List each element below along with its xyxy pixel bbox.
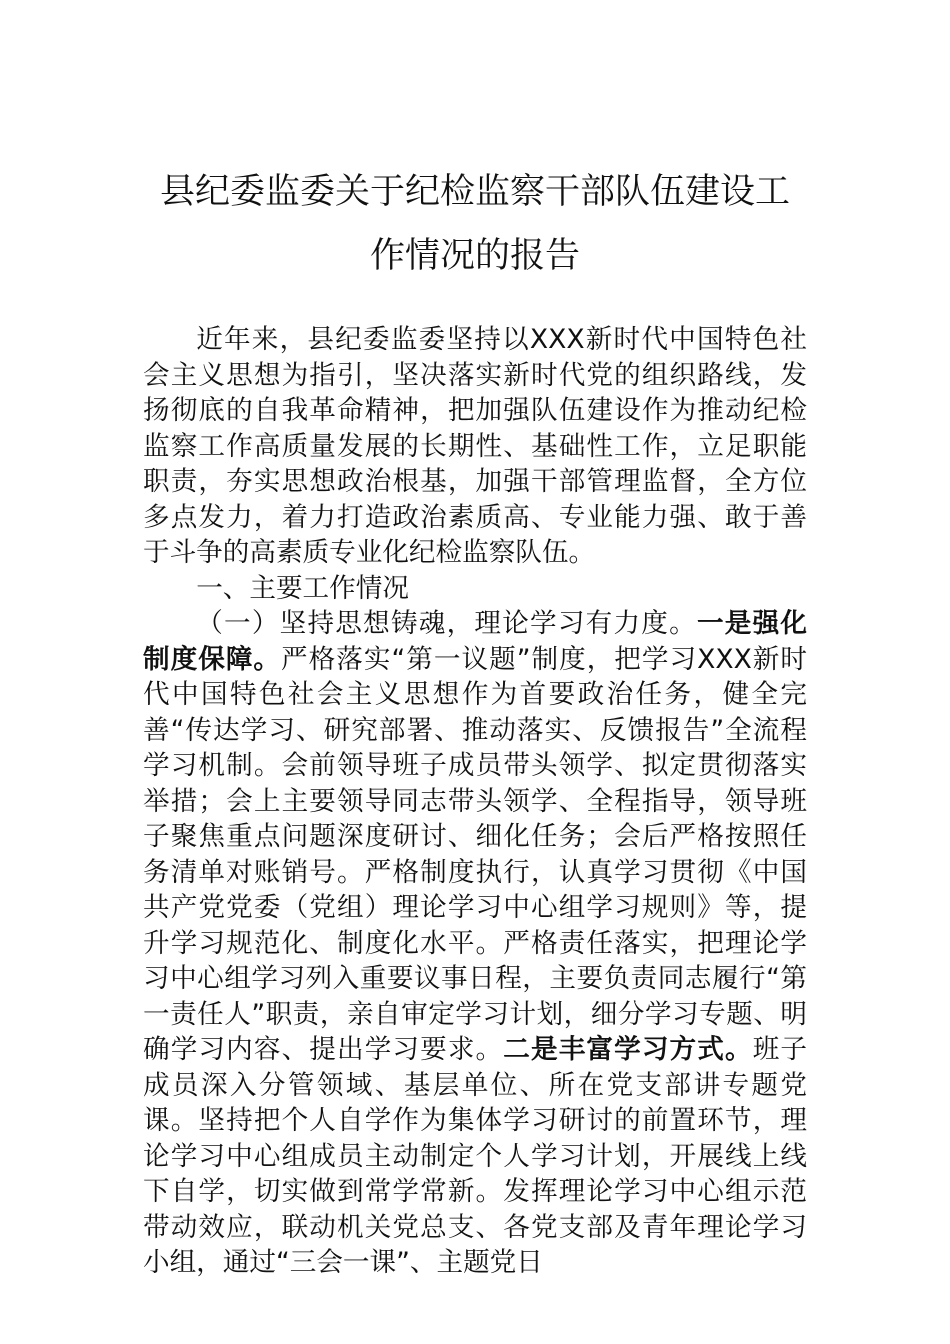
point-1-text: 严格落实“第一议题”制度，把学习XXX新时代中国特色社会主义思想作为首要政治任务，健全完善“传达学习、研究部署、推动落实、反馈报告”全流程学习机制。会前领导班子成员带头领学、拟定贯彻落实举措；会上主要领导同志带头领学、全程指导，领导班子聚焦重点问题深度研讨、细化任务；会后严格按照任务清单对账销号。严格制度执行，认真学习贯彻《中国共产党党委（党组）理论学习中心组学习规则》等，提升学习规范化、制度化水平。严格责任落实，把理论学习中心组学习列入重要议事日程，主要负责同志履行“第一责任人”职责，亲自审定学习计划，细分学习专题、明确学习内容、提出学习要求。: [143, 643, 807, 1065]
point-1-label: 一是强化制度保障。: [143, 608, 808, 675]
section-heading: 一、主要工作情况: [196, 572, 409, 604]
section-paragraph: [143, 606, 807, 1281]
point-2-label: 二是丰富学习方式。: [503, 1034, 753, 1065]
sub-heading: （一）坚持思想铸魂，理论学习有力度。: [196, 608, 697, 639]
document-body: [143, 322, 807, 1281]
point-2-text: 班子成员深入分管领域、基层单位、所在党支部讲专题党课。坚持把个人自学作为集体学习研讨的前置环节，理论学习中心组成员主动制定个人学习计划，开展线上线下自学，切实做到常学常新。发挥理论学习中心组示范带动效应，联动机关党总支、各党支部及青年理论学习小组，通过“三会一课”、主题党日: [143, 1034, 808, 1278]
intro-paragraph: 近年来，县纪委监委坚持以XXX新时代中国特色社会主义思想为指引，坚决落实新时代党的组织路线，发扬彻底的自我革命精神，把加强队伍建设作为推动纪检监察工作高质量发展的长期性、基础性工作，立足职能职责，夯实思想政治根基，加强干部管理监督，全方位多点发力，着力打造政治素质高、专业能力强、敢于善于斗争的高素质专业化纪检监察队伍。: [143, 324, 807, 568]
title-line-2: 作情况的报告: [369, 236, 580, 276]
document-title: [120, 160, 830, 288]
title-line-1: 县纪委监委关于纪检监察干部队伍建设工: [159, 172, 790, 212]
